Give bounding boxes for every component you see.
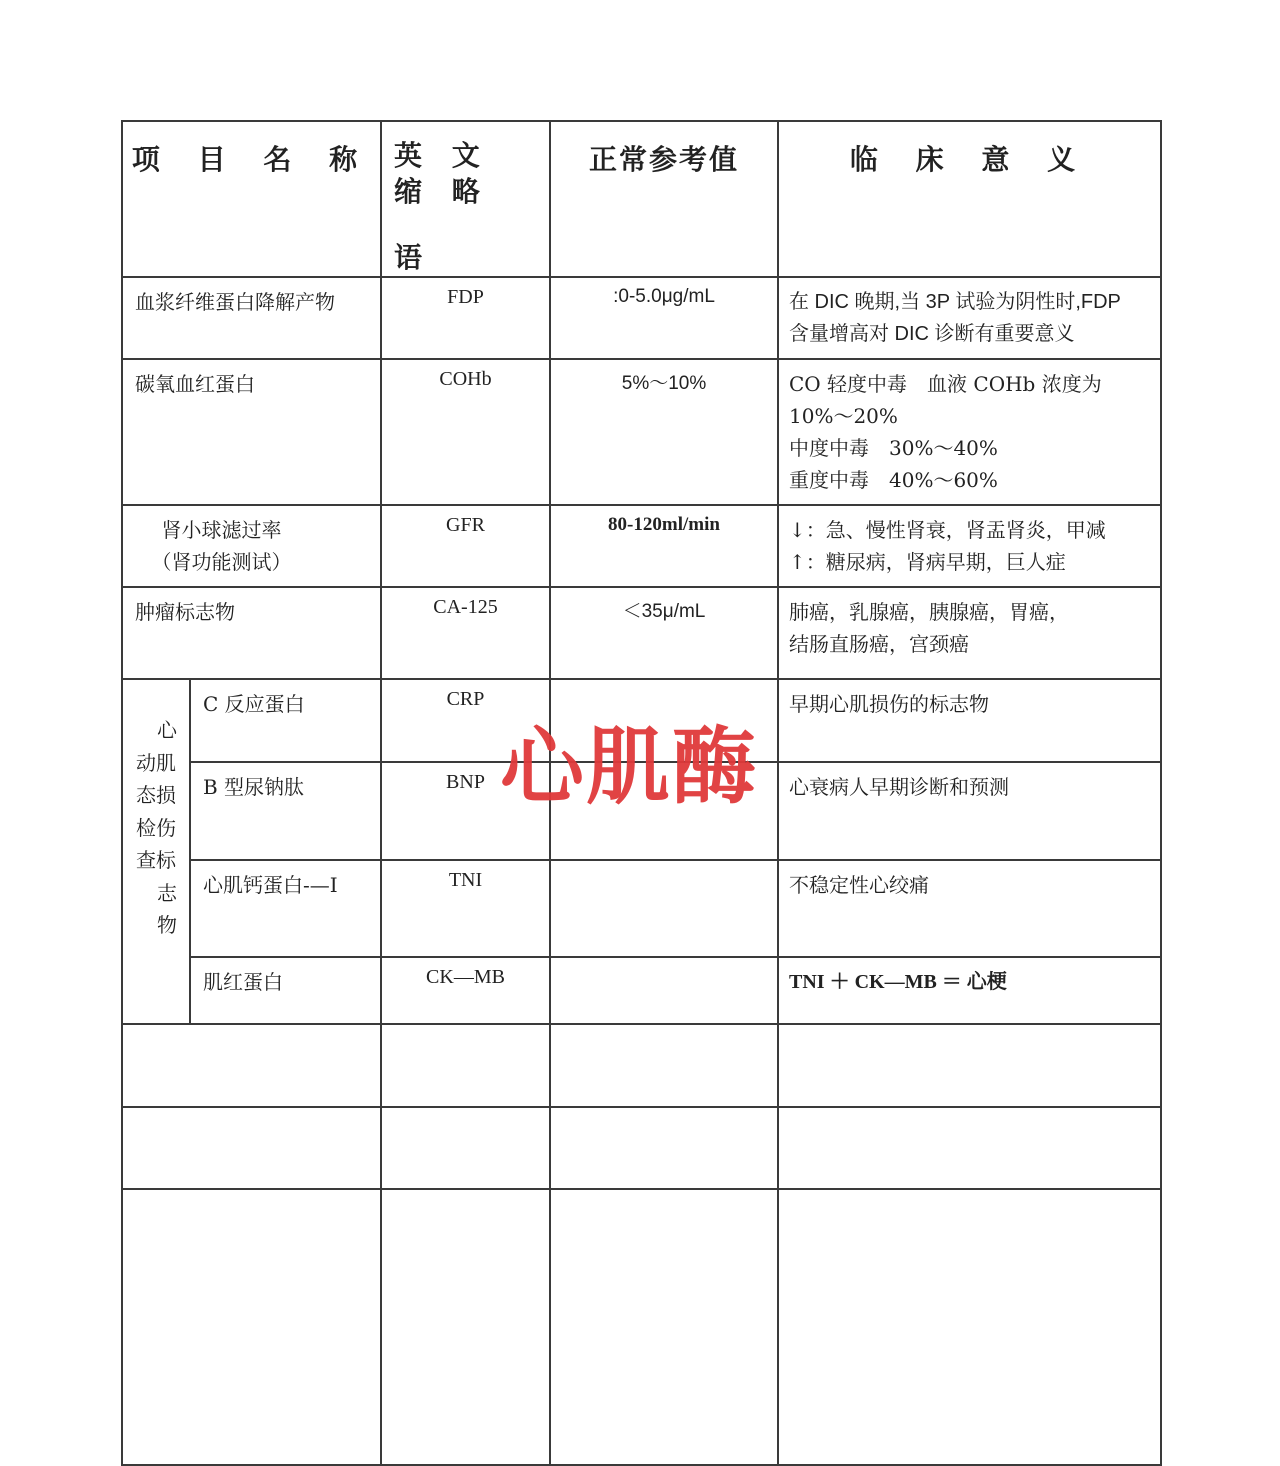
table-row (122, 359, 1161, 505)
table-row (122, 277, 1161, 359)
item-name: 肌红蛋白 (190, 957, 381, 1024)
empty-cell (381, 1024, 550, 1107)
item-abbreviation: GFR (381, 505, 550, 587)
header-abbreviation (381, 121, 550, 277)
header-clinical-meaning: 临 床 意 义 (778, 121, 1161, 277)
meaning-line: CO 轻度中毒 血液 COHb 浓度为 (789, 372, 1102, 396)
item-name: C 反应蛋白 (190, 679, 381, 762)
empty-table-row (122, 1107, 1161, 1189)
header-abbreviation-line1: 英 文 缩 略 (394, 139, 490, 208)
item-clinical-meaning (778, 277, 1161, 359)
group-label-line: 物 (157, 913, 177, 937)
item-reference-value: 5%～10% (550, 359, 778, 505)
header-item-name: 项 目 名 称 (122, 121, 381, 277)
item-abbreviation: CRP (381, 679, 550, 762)
table-row (122, 957, 1161, 1024)
item-name-line: 肾小球滤过率 (161, 518, 282, 542)
watermark-text: 心肌酶 (500, 718, 759, 816)
item-reference-value: ＜35μ/mL (550, 587, 778, 679)
item-reference-value (550, 860, 778, 957)
header-abbreviation-line2: 语 (394, 241, 433, 274)
empty-cell (550, 1024, 778, 1107)
item-abbreviation: TNI (381, 860, 550, 957)
empty-table-row (122, 1189, 1161, 1465)
group-label-line: 心 (157, 718, 177, 742)
empty-cell (778, 1024, 1161, 1107)
item-reference-value (550, 957, 778, 1024)
item-name: 碳氧血红蛋白 (122, 359, 381, 505)
item-name (122, 505, 381, 587)
meaning-line: 在 DIC 晚期,当 3P 试验为阴性时,FDP (789, 291, 1121, 313)
item-clinical-meaning: 心衰病人早期诊断和预测 (778, 762, 1161, 860)
meaning-line: 肺癌，乳腺癌，胰腺癌，胃癌， (789, 600, 1069, 624)
item-clinical-meaning (778, 505, 1161, 587)
meaning-line: 中度中毒 30%～40% (789, 436, 998, 460)
item-name: 血浆纤维蛋白降解产物 (122, 277, 381, 359)
meaning-line: ↑：糖尿病，肾病早期，巨人症 (789, 550, 1066, 574)
item-clinical-meaning (778, 587, 1161, 679)
empty-cell (122, 1024, 381, 1107)
item-abbreviation: FDP (381, 277, 550, 359)
item-name: B 型尿钠肽 (190, 762, 381, 860)
item-clinical-meaning (778, 359, 1161, 505)
table-row (122, 587, 1161, 679)
empty-cell (381, 1107, 550, 1189)
meaning-line: 含量增高对 DIC 诊断有重要意义 (789, 323, 1075, 345)
empty-table-row (122, 1024, 1161, 1107)
item-reference-value: :0-5.0μg/mL (550, 277, 778, 359)
item-clinical-meaning: TNI ＋ CK—MB ＝ 心梗 (778, 957, 1161, 1024)
meaning-line: ↓：急、慢性肾衰，肾盂肾炎，甲减 (789, 518, 1106, 542)
item-name: 肿瘤标志物 (122, 587, 381, 679)
item-abbreviation: BNP (381, 762, 550, 860)
group-label-line: 动肌 (136, 750, 176, 775)
meaning-line: 结肠直肠癌，宫颈癌 (789, 632, 969, 656)
item-name-line: （肾功能测试） (151, 550, 292, 574)
item-reference-value: 80-120ml/min (550, 505, 778, 587)
group-label-line: 查标 (136, 848, 176, 872)
header-reference-value: 正常参考值 (550, 121, 778, 277)
group-label-line: 志 (157, 880, 177, 905)
item-abbreviation: CK—MB (381, 957, 550, 1024)
empty-cell (122, 1189, 381, 1465)
empty-cell (778, 1107, 1161, 1189)
empty-cell (778, 1189, 1161, 1465)
item-abbreviation: COHb (381, 359, 550, 505)
table-row (122, 505, 1161, 587)
empty-cell (122, 1107, 381, 1189)
group-label-line: 检伤 (136, 815, 176, 840)
meaning-line: 重度中毒 40%～60% (789, 468, 998, 492)
empty-cell (550, 1189, 778, 1465)
meaning-line: 10%～20% (789, 404, 898, 428)
item-abbreviation: CA-125 (381, 587, 550, 679)
group-label-cardiac-markers (122, 679, 190, 1024)
item-name: 心肌钙蛋白-—I (190, 860, 381, 957)
table-row (122, 860, 1161, 957)
empty-cell (381, 1189, 550, 1465)
group-label-line: 态损 (136, 783, 176, 807)
empty-cell (550, 1107, 778, 1189)
item-clinical-meaning: 早期心肌损伤的标志物 (778, 679, 1161, 762)
table-header-row (122, 121, 1161, 277)
item-clinical-meaning: 不稳定性心绞痛 (778, 860, 1161, 957)
